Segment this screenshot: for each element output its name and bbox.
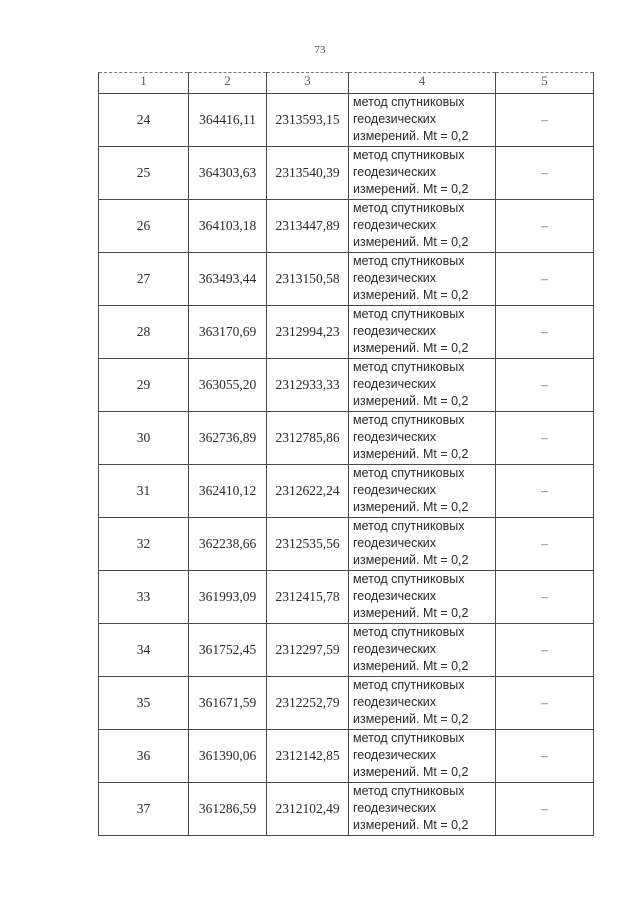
method-text-line: геодезических bbox=[353, 165, 437, 179]
method-description-cell bbox=[349, 359, 496, 412]
point-number-cell: 36 bbox=[99, 730, 189, 783]
table-row bbox=[99, 253, 594, 306]
method-text-line: измерений. Mt = 0,2 bbox=[353, 818, 469, 832]
table-row bbox=[99, 783, 594, 836]
y-coordinate-cell: 2313150,58 bbox=[267, 253, 349, 306]
method-description-cell bbox=[349, 730, 496, 783]
method-description-cell bbox=[349, 306, 496, 359]
method-text-line: геодезических bbox=[353, 430, 437, 444]
note-cell: – bbox=[496, 730, 594, 783]
method-text-line: метод спутниковых bbox=[353, 625, 465, 639]
y-coordinate-cell: 2312933,33 bbox=[267, 359, 349, 412]
table-row bbox=[99, 306, 594, 359]
page-number: 73 bbox=[314, 44, 326, 56]
method-text-line: измерений. Mt = 0,2 bbox=[353, 659, 469, 673]
point-number-cell: 27 bbox=[99, 253, 189, 306]
method-text-line: метод спутниковых bbox=[353, 519, 465, 533]
x-coordinate-cell: 361390,06 bbox=[189, 730, 267, 783]
header-col-2: 2 bbox=[189, 73, 267, 94]
method-text-line: измерений. Mt = 0,2 bbox=[353, 447, 469, 461]
note-cell: – bbox=[496, 571, 594, 624]
y-coordinate-cell: 2313540,39 bbox=[267, 147, 349, 200]
x-coordinate-cell: 362410,12 bbox=[189, 465, 267, 518]
table-row bbox=[99, 518, 594, 571]
header-col-5: 5 bbox=[496, 73, 594, 94]
y-coordinate-cell: 2312785,86 bbox=[267, 412, 349, 465]
method-text-line: метод спутниковых bbox=[353, 254, 465, 268]
point-number-cell: 31 bbox=[99, 465, 189, 518]
x-coordinate-cell: 363170,69 bbox=[189, 306, 267, 359]
method-text-line: геодезических bbox=[353, 748, 437, 762]
method-description-cell bbox=[349, 677, 496, 730]
table-row bbox=[99, 571, 594, 624]
method-description-cell bbox=[349, 94, 496, 147]
method-text-line: измерений. Mt = 0,2 bbox=[353, 182, 469, 196]
method-text-line: метод спутниковых bbox=[353, 148, 465, 162]
method-text-line: метод спутниковых bbox=[353, 201, 465, 215]
coordinates-table bbox=[98, 72, 594, 836]
note-cell: – bbox=[496, 624, 594, 677]
method-text-line: геодезических bbox=[353, 377, 437, 391]
table-header-row bbox=[99, 73, 594, 94]
method-text-line: геодезических bbox=[353, 483, 437, 497]
table-row bbox=[99, 624, 594, 677]
method-description-cell bbox=[349, 200, 496, 253]
table-row bbox=[99, 200, 594, 253]
note-cell: – bbox=[496, 253, 594, 306]
method-description-cell bbox=[349, 412, 496, 465]
point-number-cell: 32 bbox=[99, 518, 189, 571]
method-text-line: метод спутниковых bbox=[353, 678, 465, 692]
method-text-line: метод спутниковых bbox=[353, 466, 465, 480]
method-text-line: метод спутниковых bbox=[353, 307, 465, 321]
method-text-line: измерений. Mt = 0,2 bbox=[353, 606, 469, 620]
point-number-cell: 34 bbox=[99, 624, 189, 677]
x-coordinate-cell: 361286,59 bbox=[189, 783, 267, 836]
point-number-cell: 37 bbox=[99, 783, 189, 836]
note-cell: – bbox=[496, 465, 594, 518]
method-text-line: геодезических bbox=[353, 324, 437, 338]
method-text-line: геодезических bbox=[353, 112, 437, 126]
method-description-cell bbox=[349, 518, 496, 571]
x-coordinate-cell: 363055,20 bbox=[189, 359, 267, 412]
method-text-line: измерений. Mt = 0,2 bbox=[353, 341, 469, 355]
method-text-line: измерений. Mt = 0,2 bbox=[353, 129, 469, 143]
method-description-cell bbox=[349, 253, 496, 306]
y-coordinate-cell: 2312994,23 bbox=[267, 306, 349, 359]
method-description-cell bbox=[349, 465, 496, 518]
method-text-line: измерений. Mt = 0,2 bbox=[353, 235, 469, 249]
method-description-cell bbox=[349, 147, 496, 200]
x-coordinate-cell: 362736,89 bbox=[189, 412, 267, 465]
point-number-cell: 26 bbox=[99, 200, 189, 253]
point-number-cell: 35 bbox=[99, 677, 189, 730]
note-cell: – bbox=[496, 359, 594, 412]
y-coordinate-cell: 2312622,24 bbox=[267, 465, 349, 518]
method-text-line: измерений. Mt = 0,2 bbox=[353, 765, 469, 779]
point-number-cell: 24 bbox=[99, 94, 189, 147]
method-text-line: геодезических bbox=[353, 801, 437, 815]
y-coordinate-cell: 2313593,15 bbox=[267, 94, 349, 147]
method-text-line: измерений. Mt = 0,2 bbox=[353, 500, 469, 514]
y-coordinate-cell: 2312142,85 bbox=[267, 730, 349, 783]
x-coordinate-cell: 362238,66 bbox=[189, 518, 267, 571]
note-cell: – bbox=[496, 677, 594, 730]
x-coordinate-cell: 363493,44 bbox=[189, 253, 267, 306]
method-text-line: геодезических bbox=[353, 589, 437, 603]
method-text-line: геодезических bbox=[353, 536, 437, 550]
header-col-3: 3 bbox=[267, 73, 349, 94]
x-coordinate-cell: 361752,45 bbox=[189, 624, 267, 677]
note-cell: – bbox=[496, 200, 594, 253]
note-cell: – bbox=[496, 518, 594, 571]
method-text-line: геодезических bbox=[353, 218, 437, 232]
point-number-cell: 30 bbox=[99, 412, 189, 465]
method-text-line: измерений. Mt = 0,2 bbox=[353, 288, 469, 302]
table-row bbox=[99, 94, 594, 147]
table-row bbox=[99, 465, 594, 518]
method-text-line: метод спутниковых bbox=[353, 360, 465, 374]
note-cell: – bbox=[496, 412, 594, 465]
y-coordinate-cell: 2312535,56 bbox=[267, 518, 349, 571]
method-description-cell bbox=[349, 571, 496, 624]
method-text-line: геодезических bbox=[353, 271, 437, 285]
method-text-line: измерений. Mt = 0,2 bbox=[353, 394, 469, 408]
table-row bbox=[99, 359, 594, 412]
x-coordinate-cell: 364416,11 bbox=[189, 94, 267, 147]
table-row bbox=[99, 147, 594, 200]
method-text-line: метод спутниковых bbox=[353, 95, 465, 109]
x-coordinate-cell: 361993,09 bbox=[189, 571, 267, 624]
x-coordinate-cell: 364103,18 bbox=[189, 200, 267, 253]
method-text-line: метод спутниковых bbox=[353, 572, 465, 586]
method-text-line: метод спутниковых bbox=[353, 413, 465, 427]
header-col-4: 4 bbox=[349, 73, 496, 94]
point-number-cell: 29 bbox=[99, 359, 189, 412]
table-row bbox=[99, 677, 594, 730]
method-text-line: метод спутниковых bbox=[353, 784, 465, 798]
method-description-cell bbox=[349, 624, 496, 677]
note-cell: – bbox=[496, 306, 594, 359]
table-row bbox=[99, 730, 594, 783]
method-text-line: геодезических bbox=[353, 642, 437, 656]
y-coordinate-cell: 2312102,49 bbox=[267, 783, 349, 836]
x-coordinate-cell: 361671,59 bbox=[189, 677, 267, 730]
header-col-1: 1 bbox=[99, 73, 189, 94]
point-number-cell: 25 bbox=[99, 147, 189, 200]
y-coordinate-cell: 2313447,89 bbox=[267, 200, 349, 253]
y-coordinate-cell: 2312252,79 bbox=[267, 677, 349, 730]
x-coordinate-cell: 364303,63 bbox=[189, 147, 267, 200]
note-cell: – bbox=[496, 94, 594, 147]
method-text-line: измерений. Mt = 0,2 bbox=[353, 553, 469, 567]
y-coordinate-cell: 2312415,78 bbox=[267, 571, 349, 624]
method-text-line: измерений. Mt = 0,2 bbox=[353, 712, 469, 726]
note-cell: – bbox=[496, 783, 594, 836]
method-text-line: геодезических bbox=[353, 695, 437, 709]
point-number-cell: 28 bbox=[99, 306, 189, 359]
method-description-cell bbox=[349, 783, 496, 836]
table-row bbox=[99, 412, 594, 465]
point-number-cell: 33 bbox=[99, 571, 189, 624]
method-text-line: метод спутниковых bbox=[353, 731, 465, 745]
y-coordinate-cell: 2312297,59 bbox=[267, 624, 349, 677]
note-cell: – bbox=[496, 147, 594, 200]
